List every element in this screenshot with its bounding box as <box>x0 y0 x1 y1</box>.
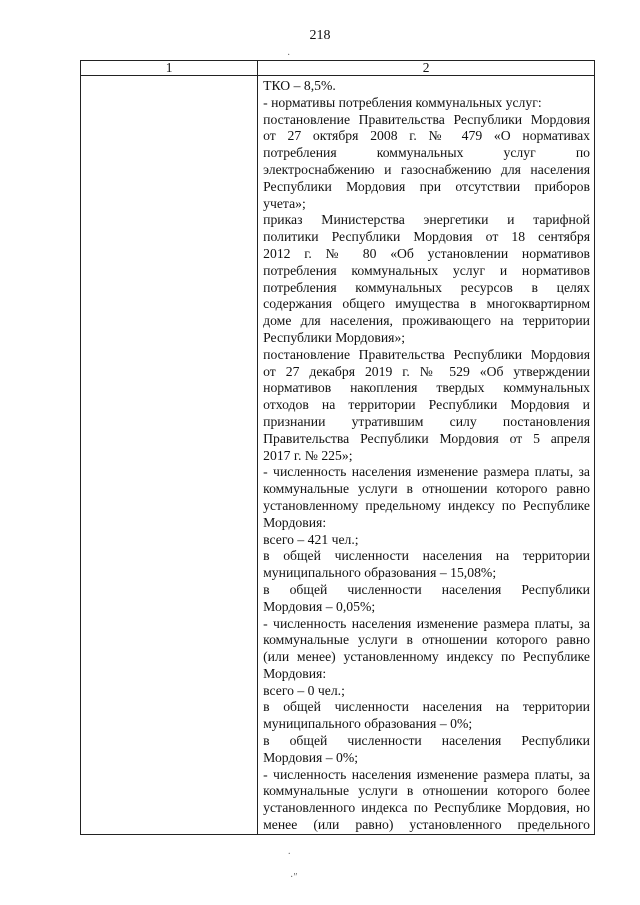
text-line: коммунальные услуги в отношении которого равно <box>263 481 590 497</box>
text-line: Мордовия – 0,05%; <box>263 598 376 614</box>
column-1-cell <box>81 76 258 835</box>
text-line: - численность населения изменение размера платы, за <box>263 766 590 782</box>
text-line: 2012 г. № 80 «Об установлении нормативов <box>263 245 590 261</box>
text-line: постановление Правительства Республики Мордовия <box>263 111 590 127</box>
text-line: в общей численности населения Республики <box>263 581 590 597</box>
text-line: - численность населения изменение размера платы, за <box>263 464 590 480</box>
text-line: в общей численности населения Республики <box>263 733 590 749</box>
text-line: установленного индекса по Республике Мордовия, но <box>263 800 590 816</box>
column-header-2: 2 <box>258 61 595 76</box>
table-row <box>81 76 595 835</box>
text-line: от 27 октября 2008 г. № 479 «О нормативах <box>263 128 590 144</box>
column-2-cell <box>258 76 595 835</box>
text-line: отходов на территории Республики Мордовия и <box>263 397 590 413</box>
text-line: всего – 421 чел.; <box>263 531 359 547</box>
text-line: коммунальные услуги в отношении которого более <box>263 783 590 799</box>
text-line: политики Республики Мордовия от 18 сентября <box>263 229 590 245</box>
text-line: - нормативы потребления коммунальных услуг: <box>263 94 542 110</box>
text-line: коммунальные услуги в отношении которого равно <box>263 632 590 648</box>
text-line: от 27 декабря 2019 г. № 529 «Об утверждении <box>263 363 590 379</box>
text-line: менее (или равно) установленного предельного <box>263 817 590 833</box>
document-table <box>80 60 595 835</box>
text-line: ТКО – 8,5%. <box>263 78 336 93</box>
text-line: Правительства Республики Мордовия от 5 апреля <box>263 430 590 446</box>
text-line: Мордовия: <box>263 514 327 530</box>
text-line: учета»; <box>263 195 306 211</box>
text-line: постановление Правительства Республики Мордовия <box>263 346 590 362</box>
text-line: муниципального образования – 0%; <box>263 716 473 732</box>
text-line: Мордовия: <box>263 665 327 681</box>
text-line: Республики Мордовия при отсутствии приборов <box>263 178 590 194</box>
text-line: потребления коммунальных услуг по <box>263 145 590 161</box>
text-line: электроснабжению и газоснабжению для населения <box>263 161 590 177</box>
text-line: в общей численности населения на территории <box>263 548 590 564</box>
text-line: 2017 г. № 225»; <box>263 447 353 463</box>
scan-mark: . <box>288 846 291 857</box>
text-line: потребления коммунальных ресурсов в целях <box>263 279 590 295</box>
text-line: признании утратившим силу постановления <box>263 413 590 429</box>
text-line: Мордовия – 0%; <box>263 749 359 765</box>
column-header-1: 1 <box>81 61 258 76</box>
text-line: доме для населения, проживающего на территории <box>263 313 590 329</box>
text-line: нормативов накопления твердых коммунальных <box>263 380 590 396</box>
text-line: (или менее) установленному индексу по Республике <box>263 649 590 665</box>
text-line: потребления коммунальных услуг и нормативов <box>263 262 590 278</box>
scan-mark: · <box>287 50 291 61</box>
text-line: содержания общего имущества в многоквартирном <box>263 296 590 312</box>
text-line: муниципального образования – 15,08%; <box>263 565 497 581</box>
text-line: - численность населения изменение размера платы, за <box>263 615 590 631</box>
text-line: всего – 0 чел.; <box>263 682 345 698</box>
page-number: 218 <box>309 28 331 43</box>
text-line: Республики Мордовия»; <box>263 329 406 345</box>
text-line: приказ Министерства энергетики и тарифной <box>263 212 590 228</box>
text-line: в общей численности населения на территории <box>263 699 590 715</box>
scan-mark: ·ʺ <box>290 872 297 883</box>
cell-text-block <box>258 76 594 834</box>
table-header-row <box>81 61 595 76</box>
text-line: установленному предельному индексу по Республике <box>263 497 590 513</box>
